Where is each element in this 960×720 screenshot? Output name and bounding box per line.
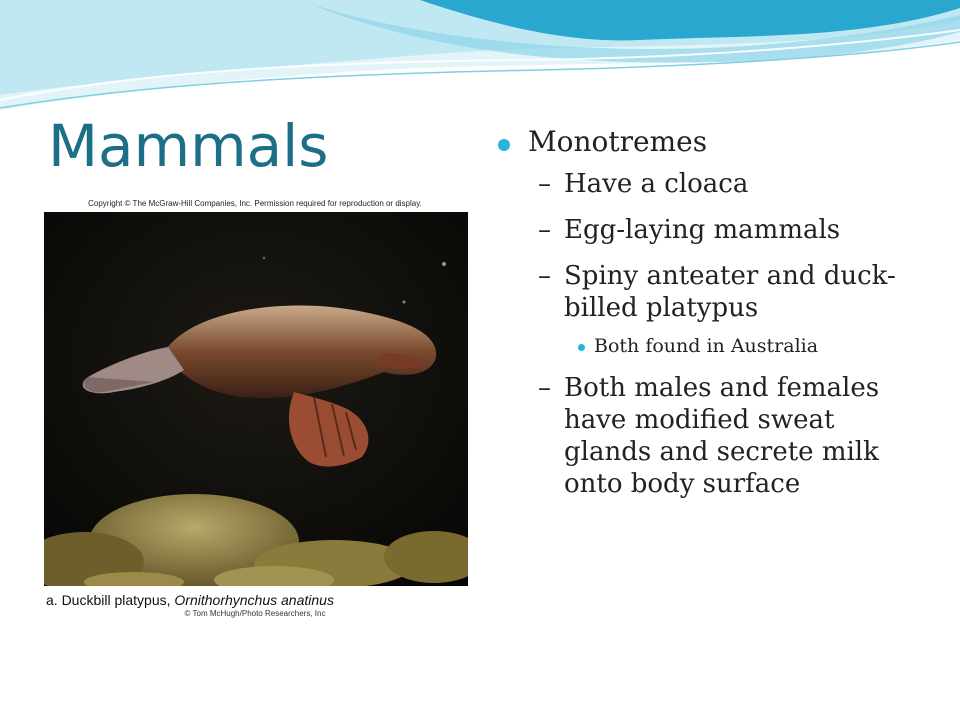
sub-bullet-text: Egg-laying mammals [564,215,841,245]
sub-sub-bullet-australia [498,334,918,358]
sub-bullet-text: Have a cloaca [564,169,749,199]
dash-icon: – [538,373,551,403]
sub-bullet-text: Both males and females have modified sweat glands and secrete milk onto body surface [564,373,880,499]
figure-photo-credit: © Tom McHugh/Photo Researchers, Inc [184,609,326,618]
dash-icon: – [538,261,551,291]
dash-icon: – [538,215,551,245]
slide-title: Mammals [48,112,329,180]
platypus-figure [40,196,470,622]
header-wave-decoration [0,0,960,120]
sub-bullet-cloaca [498,168,918,200]
dash-icon: – [538,169,551,199]
bullet-monotremes [498,124,918,160]
figure-caption [46,592,466,608]
platypus-photo [44,212,468,586]
caption-species: Ornithorhynchus anatinus [174,592,334,608]
caption-prefix: a. Duckbill platypus, [46,592,175,608]
sub-sub-bullet-text: Both found in Australia [594,335,819,357]
sub-bullet-milk [498,372,918,500]
sub-bullet-text: Spiny anteater and duck-billed platypus [564,261,896,323]
sub-bullet-species [498,260,918,324]
bullet-text: Monotremes [528,125,708,158]
sub-bullet-egg-laying [498,214,918,246]
bullet-dot-icon [578,344,585,351]
figure-copyright-line: Copyright © The McGraw-Hill Companies, Inc. Permission required for reproduction or display. [88,199,422,208]
bullet-list [498,124,918,514]
bullet-dot-icon [498,139,510,151]
